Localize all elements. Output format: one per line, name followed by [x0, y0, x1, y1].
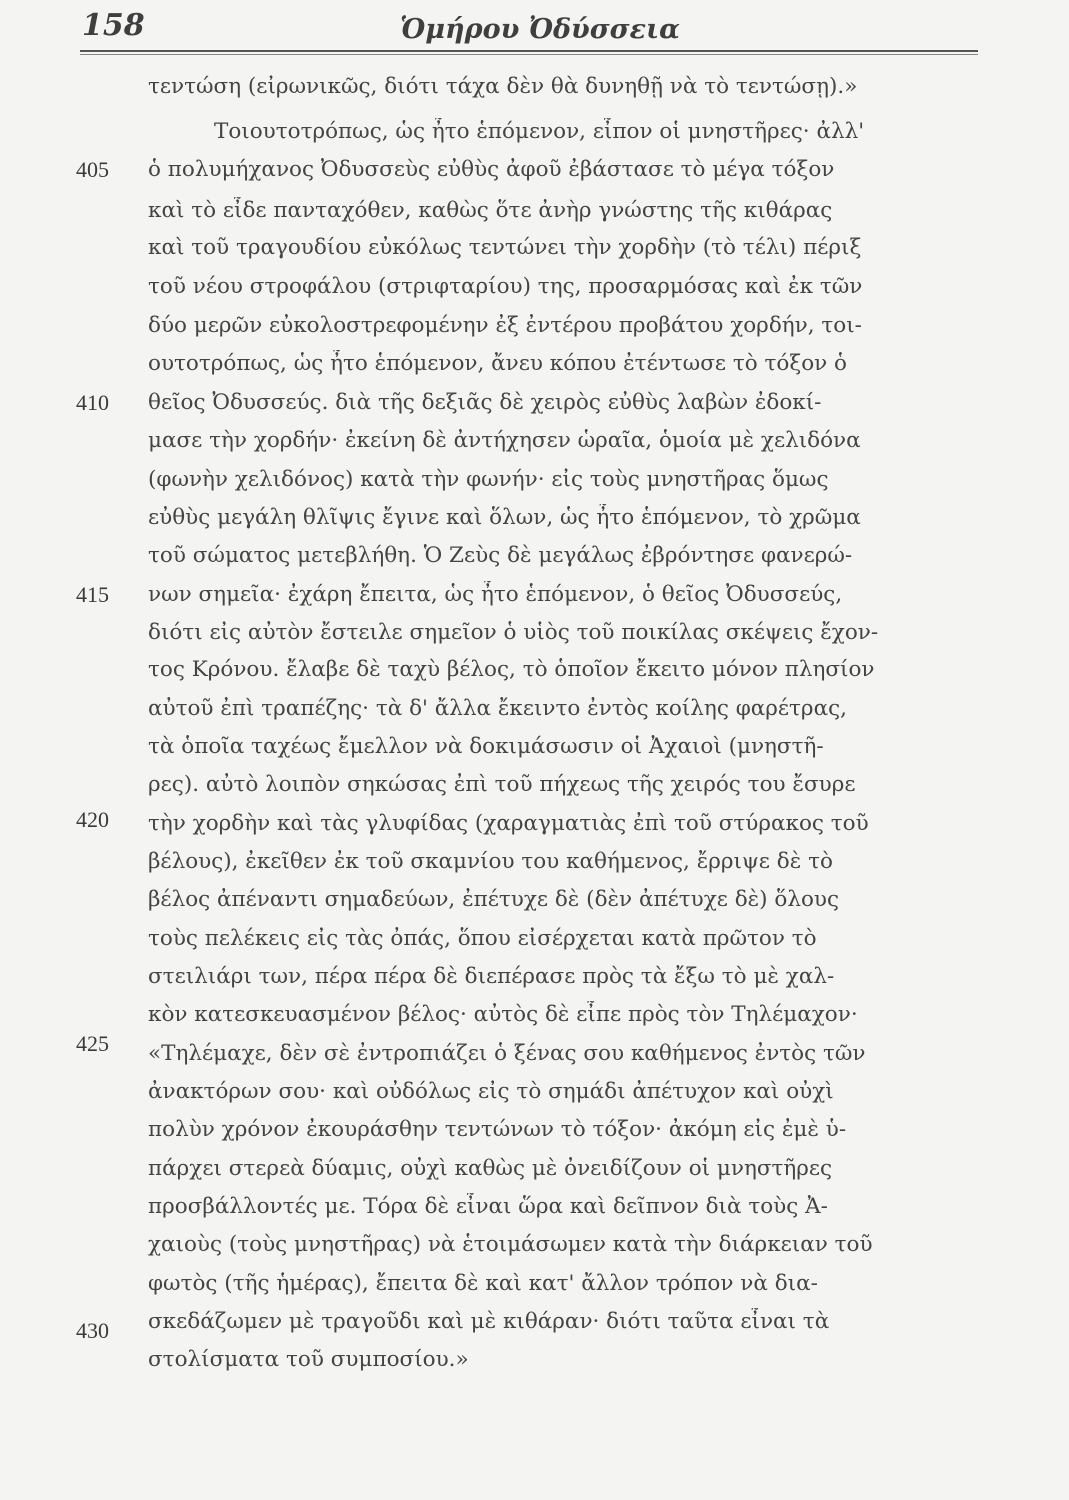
- verse-number: 405: [76, 157, 109, 182]
- text-line: μασε τὴν χορδήν· ἐκείνη δὲ ἀντήχησεν ὡραῖα, ὁμοία μὲ χελιδόνα: [148, 428, 861, 453]
- verse-number: 425: [76, 1031, 109, 1056]
- text-line: βέλος ἀπέναντι σημαδεύων, ἐπέτυχε δὲ (δὲν ἀπέτυχε δὲ) ὅλους: [148, 887, 840, 912]
- text-line: ὁ πολυμήχανος Ὀδυσσεὺς εὐθὺς ἀφοῦ ἐβάστασε τὸ μέγα τόξον: [148, 157, 835, 182]
- text-line: φωτὸς (τῆς ἡμέρας), ἔπειτα δὲ καὶ κατ' ἄλλον τρόπον νὰ δια-: [148, 1271, 818, 1296]
- text-line: χαιοὺς (τοὺς μνηστῆρας) νὰ ἑτοιμάσωμεν κατὰ τὴν διάρκειαν τοῦ: [148, 1232, 873, 1257]
- header-rule-thin: [80, 54, 978, 55]
- verse-number: 410: [76, 390, 109, 415]
- text-line: στολίσματα τοῦ συμποσίου.»: [148, 1347, 469, 1372]
- text-line: τοῦ σώματος μετεβλήθη. Ὁ Ζεὺς δὲ μεγάλως ἐβρόντησε φανερώ-: [148, 543, 853, 568]
- text-line: σκεδάζωμεν μὲ τραγοῦδι καὶ μὲ κιθάραν· διότι ταῦτα εἶναι τὰ: [148, 1309, 830, 1334]
- text-line: στειλιάρι των, πέρα πέρα δὲ διεπέρασε πρὸς τὰ ἔξω τὸ μὲ χαλ-: [148, 964, 835, 989]
- text-line: τοὺς πελέκεις εἰς τὰς ὀπάς, ὅπου εἰσέρχεται κατὰ πρῶτον τὸ: [148, 926, 817, 951]
- text-line: κὸν κατεσκευασμένον βέλος· αὐτὸς δὲ εἶπε πρὸς τὸν Τηλέμαχον·: [148, 1002, 858, 1027]
- verse-number: 430: [76, 1318, 109, 1343]
- text-line: Τοιουτοτρόπως, ὡς ἦτο ἑπόμενον, εἶπον οἱ μνηστῆρες· ἀλλ': [214, 119, 865, 144]
- header-rule: [80, 50, 978, 52]
- text-line: νων σημεῖα· ἐχάρη ἔπειτα, ὡς ἦτο ἑπόμενον, ὁ θεῖος Ὀδυσσεύς,: [148, 582, 843, 607]
- text-line: ρες). αὐτὸ λοιπὸν σηκώσας ἐπὶ τοῦ πήχεως τῆς χειρός του ἔσυρε: [148, 772, 856, 797]
- text-line: πάρχει στερεὰ δύαμις, οὐχὶ καθὼς μὲ ὀνειδίζουν οἱ μνηστῆρες: [148, 1156, 833, 1181]
- text-line: βέλους), ἐκεῖθεν ἐκ τοῦ σκαμνίου του καθήμενος, ἔρριψε δὲ τὸ: [148, 849, 833, 874]
- verse-number: 415: [76, 582, 109, 607]
- text-line: πολὺν χρόνον ἐκουράσθην τεντώνων τὸ τόξον· ἀκόμη εἰς ἐμὲ ὑ-: [148, 1117, 847, 1142]
- text-line: τὴν χορδὴν καὶ τὰς γλυφίδας (χαραγματιὰς ἐπὶ τοῦ στύρακος τοῦ: [148, 811, 869, 836]
- text-line: ἀνακτόρων σου· καὶ οὐδόλως εἰς τὸ σημάδι ἀπέτυχον καὶ οὐχὶ: [148, 1079, 834, 1104]
- text-line: τος Κρόνου. ἔλαβε δὲ ταχὺ βέλος, τὸ ὁποῖον ἔκειτο μόνον πλησίον: [148, 657, 875, 682]
- text-line: αὐτοῦ ἐπὶ τραπέζης· τὰ δ' ἄλλα ἔκειντο ἐντὸς κοίλης φαρέτρας,: [148, 696, 847, 721]
- text-line: ουτοτρόπως, ὡς ἦτο ἑπόμενον, ἄνευ κόπου ἐτέντωσε τὸ τόξον ὁ: [148, 351, 847, 376]
- text-line: καὶ τοῦ τραγουδίου εὐκόλως τεντώνει τὴν χορδὴν (τὸ τέλι) πέριξ: [148, 235, 862, 260]
- text-line: διότι εἰς αὐτὸν ἔστειλε σημεῖον ὁ υἱὸς τοῦ ποικίλας σκέψεις ἔχον-: [148, 620, 879, 645]
- text-line: καὶ τὸ εἶδε πανταχόθεν, καθὼς ὅτε ἀνὴρ γνώστης τῆς κιθάρας: [148, 198, 833, 223]
- text-line: τεντώση (εἰρωνικῶς, διότι τάχα δὲν θὰ δυνηθῇ νὰ τὸ τεντώσῃ).»: [148, 74, 858, 99]
- text-line: δύο μερῶν εὐκολοστρεφομένην ἐξ ἐντέρου προβάτου χορδήν, τοι-: [148, 313, 862, 338]
- verse-number: 420: [76, 807, 109, 832]
- text-line: προσβάλλοντές με. Τόρα δὲ εἶναι ὥρα καὶ δεῖπνον διὰ τοὺς Ἀ-: [148, 1194, 828, 1219]
- text-line: τὰ ὁποῖα ταχέως ἔμελλον νὰ δοκιμάσωσιν οἱ Ἀχαιοὶ (μνηστῆ-: [148, 734, 824, 759]
- text-line: «Τηλέμαχε, δὲν σὲ ἐντροπιάζει ὁ ξένας σου καθήμενος ἐντὸς τῶν: [148, 1041, 866, 1066]
- page-number: 158: [82, 8, 145, 43]
- text-line: εὐθὺς μεγάλη θλῖψις ἔγινε καὶ ὅλων, ὡς ἦτο ἑπόμενον, τὸ χρῶμα: [148, 505, 861, 530]
- running-title: Ὁμήρου Ὀδύσσεια: [400, 14, 680, 45]
- text-line: τοῦ νέου στροφάλου (στριφταρίου) της, προσαρμόσας καὶ ἐκ τῶν: [148, 274, 863, 299]
- text-line: (φωνὴν χελιδόνος) κατὰ τὴν φωνήν· εἰς τοὺς μνηστῆρας ὅμως: [148, 467, 829, 492]
- text-line: θεῖος Ὀδυσσεύς. διὰ τῆς δεξιᾶς δὲ χειρὸς εὐθὺς λαβὼν ἐδοκί-: [148, 390, 822, 415]
